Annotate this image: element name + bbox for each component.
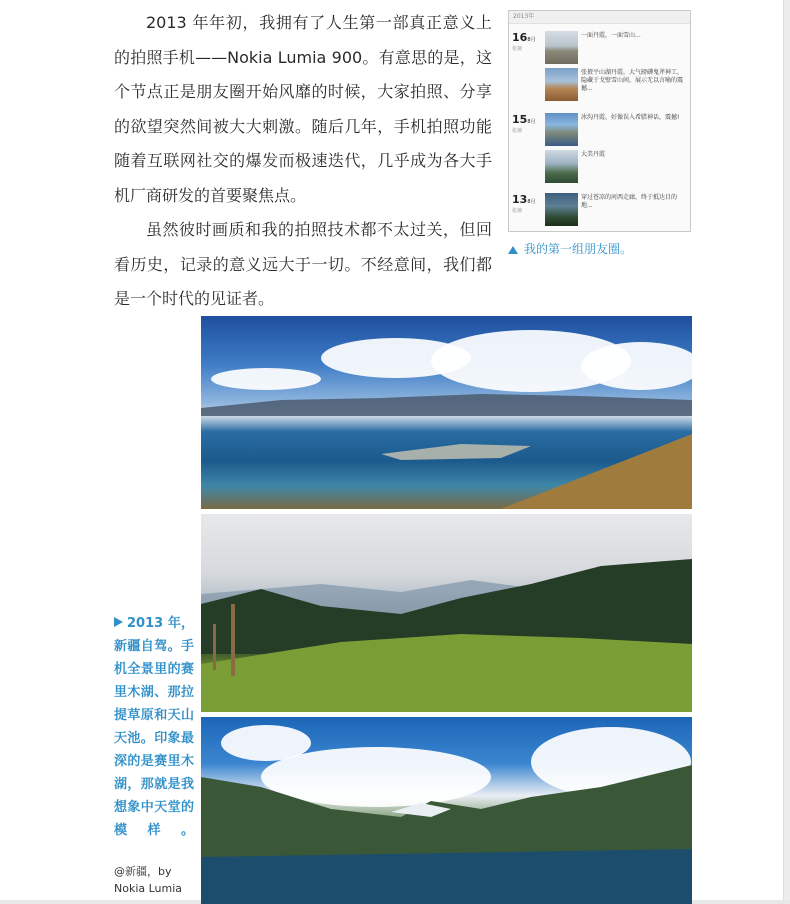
moments-item-text: 一面丹霞，一面雪山... [581, 32, 641, 39]
photo-credit-line-2: Nokia Lumia [114, 882, 183, 895]
photo-sayram-lake [201, 316, 692, 509]
body-paragraph-2: 虽然彼时画质和我的拍照技术都不太过关，但回看历史，记录的意义远大于一切。不经意间，我们都是一个时代的见证者。 [114, 220, 492, 308]
moments-item [545, 150, 685, 184]
moments-date: 138月 [512, 193, 536, 206]
moments-thumbnail [545, 193, 578, 226]
photo-credit-line-1: @新疆，by [114, 865, 172, 878]
moments-item-text: 穿过苍凉的河西走廊，终于抵达目的地... [581, 194, 678, 209]
moments-item-text: 冰沟丹霞，好像误入希腊神话，震撼! [581, 114, 680, 121]
photo-nalati-grassland [201, 514, 692, 712]
body-paragraph-1: 2013 年年初，我拥有了人生第一部真正意义上的拍照手机——Nokia Lumia 900。有意思的是，这个节点正是朋友圈开始风靡的时候，大家拍照、分享的欲望突然间被大大刺激。随后几年，手机拍照功能随着互联网社交的爆发而极速迭代，几乎成为各大手机厂商研发的首要聚焦点。 [114, 13, 492, 205]
moments-place: 张掖 [512, 128, 523, 134]
moments-caption [508, 240, 632, 257]
body-text [114, 6, 492, 317]
moments-place: 张掖 [512, 208, 523, 214]
grassland-hills-shape [201, 514, 692, 712]
photos-caption-text: 2013 年，新疆自驾。手机全景里的赛里木湖、那拉提草原和天山天池。印象最深的是赛里木湖，那就是我想象中天堂的模样。 [114, 616, 194, 838]
page-edge [783, 0, 790, 904]
caption-arrow-right-icon [114, 617, 123, 627]
mountain-lake-shape [201, 717, 692, 904]
moments-item [545, 113, 685, 147]
moments-item-text: 张掖平山湖丹霞，大气磅礴鬼斧神工，隐藏于戈壁雪山间，展示无以言喻的震撼... [581, 69, 684, 92]
moments-place: 张掖 [512, 46, 523, 52]
moments-thumbnail [545, 113, 578, 146]
moments-year: 2013年 [509, 11, 690, 24]
moments-date: 168月 [512, 31, 536, 44]
photo-tianchi-lake [201, 717, 692, 904]
moments-item [545, 31, 685, 65]
moments-thumbnail [545, 31, 578, 64]
moments-caption-text: 我的第一组朋友圈。 [524, 242, 633, 256]
photos-caption [114, 612, 194, 842]
moments-thumbnail [545, 150, 578, 183]
moments-item [545, 193, 685, 227]
caption-arrow-up-icon [508, 246, 518, 254]
lake-shore-shape [201, 316, 692, 509]
moments-thumbnail [545, 68, 578, 101]
moments-screenshot [508, 10, 691, 232]
moments-item-text: 大美丹霞 [581, 151, 606, 158]
moments-item [545, 68, 685, 102]
photo-credit [114, 863, 204, 897]
moments-date: 158月 [512, 113, 536, 126]
